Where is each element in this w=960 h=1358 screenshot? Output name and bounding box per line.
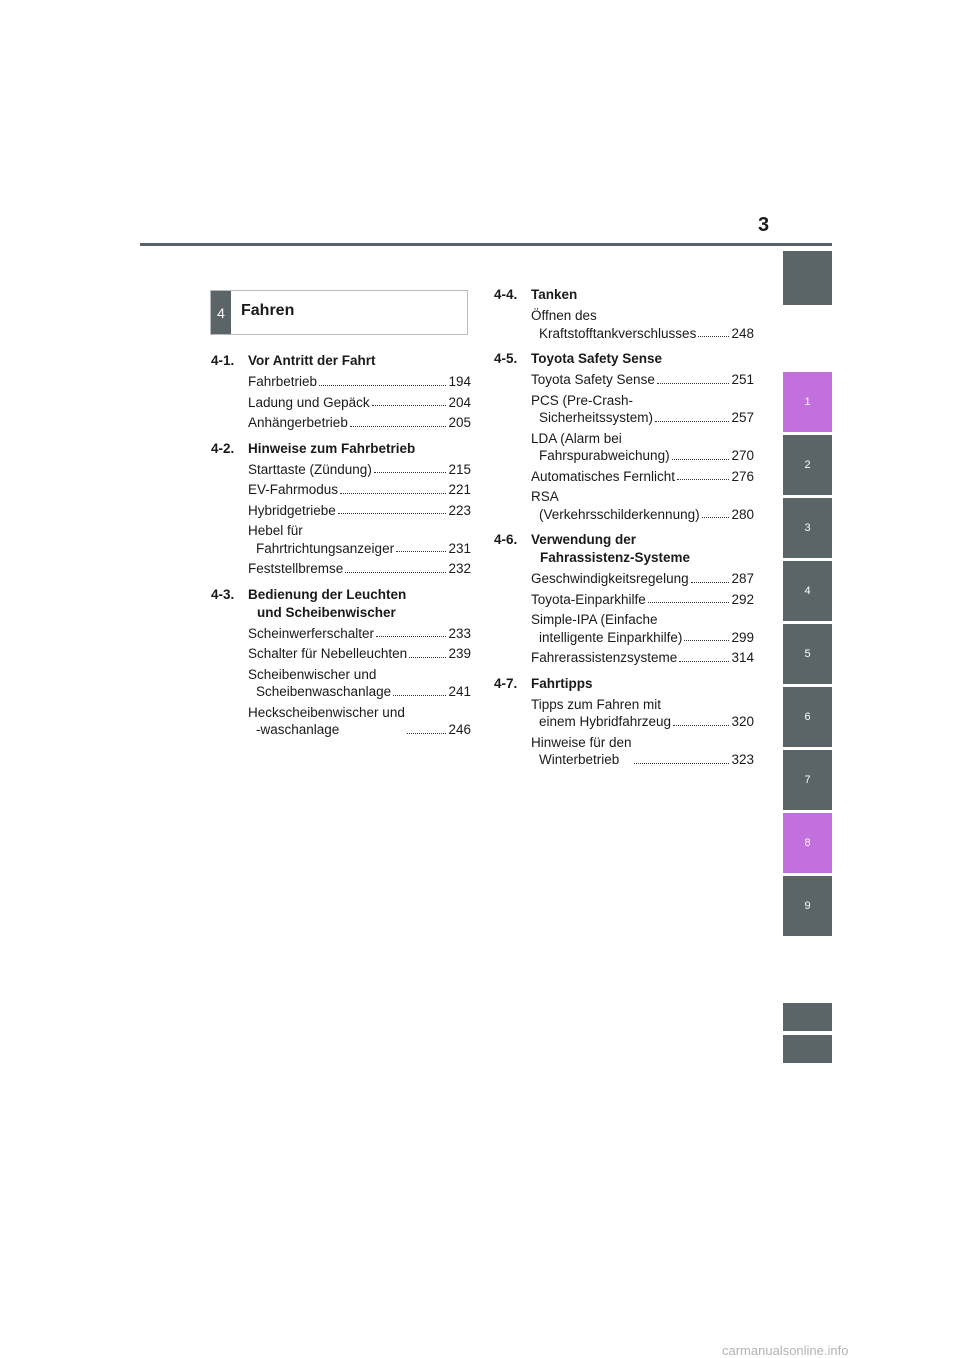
chapter-title: Hinweise zum Fahrbetrieb	[248, 440, 416, 456]
chapter-heading[interactable]	[211, 352, 471, 370]
toc-chapter	[494, 286, 754, 342]
toc-entry[interactable]	[531, 430, 754, 465]
entry-page-number: 292	[731, 591, 754, 607]
dot-leader	[372, 405, 447, 406]
dot-leader	[393, 695, 446, 696]
chapter-number: 4-1.	[211, 353, 235, 368]
entry-page-number: 194	[448, 374, 471, 389]
entry-title: PCS (Pre-Crash- Sicherheitssystem)	[531, 392, 654, 425]
entry-title: Feststellbremse	[248, 561, 344, 576]
entry-title: Starttaste (Zündung)	[248, 461, 372, 477]
entry-title: Schalter für Nebelleuchten	[248, 646, 408, 661]
dot-leader	[677, 479, 729, 480]
entry-title: Automatisches Fernlicht	[531, 468, 676, 484]
chapter-number: 4-4.	[494, 287, 518, 302]
entry-title: Toyota Safety Sense	[531, 372, 655, 387]
dot-leader	[672, 459, 730, 460]
chapter-heading[interactable]	[494, 531, 754, 567]
dot-leader	[340, 493, 446, 494]
dot-leader	[698, 336, 729, 337]
chapter-tab[interactable]: 3	[783, 498, 832, 558]
toc-entry[interactable]	[531, 488, 754, 523]
entry-page-number: 251	[731, 372, 754, 387]
chapter-tab[interactable]: 6	[783, 687, 832, 747]
entry-title: Fahrerassistenzsysteme	[531, 650, 678, 665]
entry-page-number: 204	[448, 394, 471, 410]
entry-page-number: 320	[731, 714, 754, 729]
chapter-tab[interactable]: 7	[783, 750, 832, 810]
dot-leader	[396, 551, 446, 552]
chapter-heading[interactable]	[494, 675, 754, 693]
watermark: carmanualsonline.info	[722, 1343, 849, 1358]
entry-title: Toyota-Einparkhilfe	[531, 591, 646, 607]
dot-leader	[338, 513, 447, 514]
dot-leader	[657, 383, 730, 384]
toc-entry[interactable]	[248, 560, 471, 578]
entry-title: EV-Fahrmodus	[248, 482, 339, 497]
toc-chapter	[211, 440, 471, 578]
entry-title: Heckscheibenwischer und -waschanlage	[248, 704, 405, 737]
dot-leader	[345, 572, 446, 573]
chapter-title: Vor Antritt der Fahrt	[248, 353, 376, 368]
dot-leader	[673, 725, 729, 726]
entry-page-number: 270	[731, 448, 754, 463]
entry-title: Scheinwerferschalter	[248, 625, 375, 641]
dot-leader	[634, 763, 730, 764]
chapter-heading[interactable]	[494, 350, 754, 368]
chapter-number: 4-3.	[211, 586, 235, 602]
dot-leader	[374, 472, 447, 473]
entry-title: Scheibenwischer und Scheibenwaschanlage	[248, 666, 392, 699]
entry-title: Ladung und Gepäck	[248, 394, 370, 410]
entry-title: LDA (Alarm bei Fahrspurabweichung)	[531, 430, 670, 463]
chapter-tab[interactable]	[783, 1035, 832, 1063]
toc-entry[interactable]	[248, 481, 471, 499]
entry-title: Simple-IPA (Einfache intelligente Einparkhilfe)	[531, 612, 683, 645]
toc-entry[interactable]	[531, 307, 754, 342]
page-number: 3	[758, 214, 770, 236]
chapter-number: 4-5.	[494, 351, 518, 366]
toc-chapter	[494, 531, 754, 667]
chapter-heading[interactable]	[494, 286, 754, 304]
dot-leader	[407, 733, 447, 734]
toc-entry[interactable]	[531, 371, 754, 389]
toc-entry[interactable]	[531, 468, 754, 486]
entry-page-number: 232	[448, 561, 471, 576]
toc-entry[interactable]	[531, 591, 754, 609]
entry-page-number: 223	[448, 502, 471, 518]
toc-entry[interactable]	[531, 392, 754, 427]
chapter-title: Fahrtipps	[531, 675, 593, 691]
toc-entry[interactable]	[531, 649, 754, 667]
toc-entry[interactable]	[531, 696, 754, 731]
toc-chapter	[211, 586, 471, 739]
dot-leader	[648, 602, 730, 603]
entry-page-number: 246	[448, 722, 471, 737]
chapter-title: Tanken	[531, 287, 578, 302]
dot-leader	[702, 517, 730, 518]
chapter-tab[interactable]: 5	[783, 624, 832, 684]
entry-title: Öffnen des Kraftstofftankverschlusses	[531, 308, 697, 341]
chapter-tab[interactable]: 1	[783, 372, 832, 432]
chapter-title: Verwendung der Fahrassistenz-Systeme	[531, 532, 691, 565]
entry-title: Hybridgetriebe	[248, 502, 336, 518]
entry-page-number: 233	[448, 625, 471, 641]
dot-leader	[684, 640, 729, 641]
toc-chapter	[494, 350, 754, 523]
chapter-title: Bedienung der Leuchten und Scheibenwischer	[248, 586, 407, 620]
toc-entry[interactable]	[248, 522, 471, 557]
entry-page-number: 287	[731, 571, 754, 586]
dot-leader	[376, 636, 446, 637]
header-rule	[140, 243, 832, 246]
toc-entry[interactable]	[248, 461, 471, 479]
dot-leader	[655, 421, 729, 422]
chapter-tab[interactable]: 8	[783, 813, 832, 873]
entry-page-number: 299	[731, 629, 754, 645]
chapter-title: Toyota Safety Sense	[531, 351, 663, 366]
chapter-number: 4-7.	[494, 675, 518, 691]
toc-right-column	[494, 286, 754, 769]
toc-entry[interactable]	[248, 666, 471, 701]
toc-entry[interactable]	[248, 645, 471, 663]
entry-title: Hinweise für den Winterbetrieb	[531, 734, 632, 767]
entry-title: Anhängerbetrieb	[248, 415, 348, 430]
chapter-heading[interactable]	[211, 440, 471, 458]
toc-chapter	[211, 352, 471, 432]
entry-title: Hebel für Fahrtrichtungsanzeiger	[248, 523, 395, 556]
chapter-tab[interactable]	[783, 251, 832, 305]
chapter-tab[interactable]: 4	[783, 561, 832, 621]
entry-page-number: 231	[448, 540, 471, 556]
toc-chapter	[494, 675, 754, 769]
entry-title: Fahrbetrieb	[248, 374, 318, 389]
toc-entry[interactable]	[248, 625, 471, 643]
entry-title: RSA (Verkehrsschilderkennung)	[531, 489, 700, 522]
section-header	[210, 290, 468, 335]
chapter-tab[interactable]: 2	[783, 435, 832, 495]
dot-leader	[691, 582, 730, 583]
entry-title: Tipps zum Fahren mit einem Hybridfahrzeug	[531, 696, 672, 729]
dot-leader	[679, 661, 729, 662]
dot-leader	[319, 385, 446, 386]
entry-page-number: 323	[731, 752, 754, 767]
chapter-heading[interactable]	[211, 586, 471, 622]
chapter-number: 4-2.	[211, 440, 235, 456]
entry-page-number: 248	[731, 325, 754, 341]
entry-page-number: 276	[731, 468, 754, 484]
entry-page-number: 280	[731, 506, 754, 522]
entry-page-number: 215	[448, 461, 471, 477]
chapter-tab[interactable]: 9	[783, 876, 832, 936]
chapter-number: 4-6.	[494, 532, 518, 547]
entry-page-number: 241	[448, 684, 471, 699]
entry-page-number: 239	[448, 646, 471, 661]
toc-entry[interactable]	[248, 373, 471, 391]
section-number: 4	[211, 291, 231, 334]
entry-page-number: 314	[731, 650, 754, 665]
toc-left-column	[211, 352, 471, 739]
entry-page-number: 257	[731, 410, 754, 425]
section-title: Fahren	[241, 302, 295, 319]
toc-entry[interactable]	[531, 611, 754, 646]
entry-page-number: 221	[448, 482, 471, 497]
entry-title: Geschwindigkeitsregelung	[531, 571, 689, 586]
dot-leader	[350, 426, 447, 427]
toc-entry[interactable]	[248, 502, 471, 520]
entry-page-number: 205	[448, 415, 471, 430]
toc-entry[interactable]	[531, 734, 754, 769]
toc-entry[interactable]	[531, 570, 754, 588]
toc-entry[interactable]	[248, 704, 471, 739]
dot-leader	[409, 657, 446, 658]
chapter-tab[interactable]	[783, 1003, 832, 1031]
toc-entry[interactable]	[248, 394, 471, 412]
toc-entry[interactable]	[248, 414, 471, 432]
